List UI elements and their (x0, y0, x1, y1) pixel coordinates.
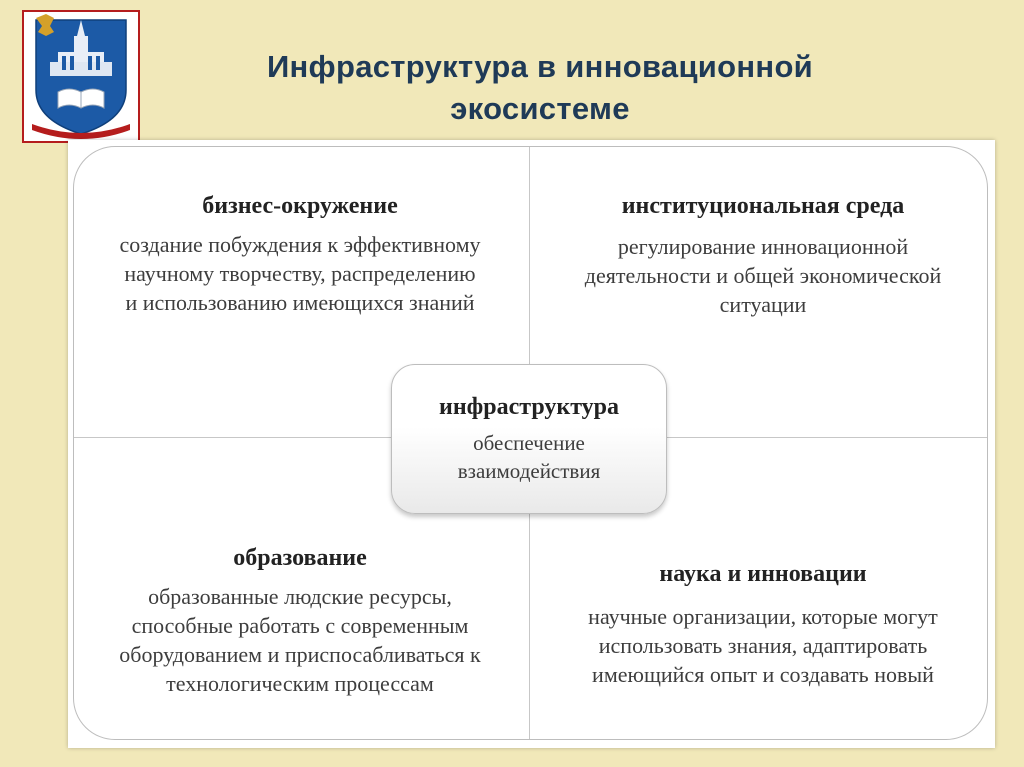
quadrant-description (538, 232, 988, 319)
center-description (392, 429, 666, 485)
quadrant-description-line: имеющийся опыт и создавать новый (592, 662, 934, 687)
quadrant-business-environment (78, 192, 522, 317)
slide-title (160, 46, 920, 130)
center-title: инфраструктура (438, 394, 620, 420)
center-description-line: взаимодействия (457, 459, 601, 483)
quadrant-description-line: образованные людские ресурсы, (148, 584, 452, 609)
quadrant-institutional-environment (538, 192, 988, 319)
center-description-line: обеспечение (473, 431, 585, 455)
quadrant-title: бизнес-окружение (202, 193, 398, 219)
quadrant-description-line: научному творчеству, распределению (124, 261, 476, 286)
quadrant-description-line: способные работать с современным (131, 613, 469, 638)
quadrant-description-line: оборудованием и приспосабливаться к (119, 642, 481, 667)
quadrant-science-innovation (538, 560, 988, 689)
quadrant-description-line: и использованию имеющихся знаний (125, 290, 475, 315)
diagram-panel (68, 140, 995, 748)
quadrant-title: образование (233, 545, 367, 571)
quadrant-description (78, 582, 522, 698)
slide-title-line-1: Инфраструктура в инновационной (266, 49, 814, 84)
quadrant-education (78, 544, 522, 698)
quadrant-description-line: ситуации (719, 292, 807, 317)
quadrant-description-line: использовать знания, адаптировать (598, 633, 928, 658)
quadrant-title: институциональная среда (621, 193, 905, 219)
quadrant-description-line: технологическим процессам (166, 671, 434, 696)
quadrant-description-line: деятельности и общей экономической (584, 263, 942, 288)
quadrant-description-line: научные организации, которые могут (588, 604, 938, 629)
slide-title-line-2: экосистеме (450, 91, 630, 126)
center-infrastructure-box (391, 364, 667, 514)
quadrant-description-line: создание побуждения к эффективному (119, 232, 481, 257)
quadrant-description (538, 602, 988, 689)
quadrant-title: наука и инновации (659, 561, 867, 587)
quadrant-description (78, 230, 522, 317)
university-emblem-icon (22, 10, 140, 143)
quadrant-description-line: регулирование инновационной (617, 234, 909, 259)
